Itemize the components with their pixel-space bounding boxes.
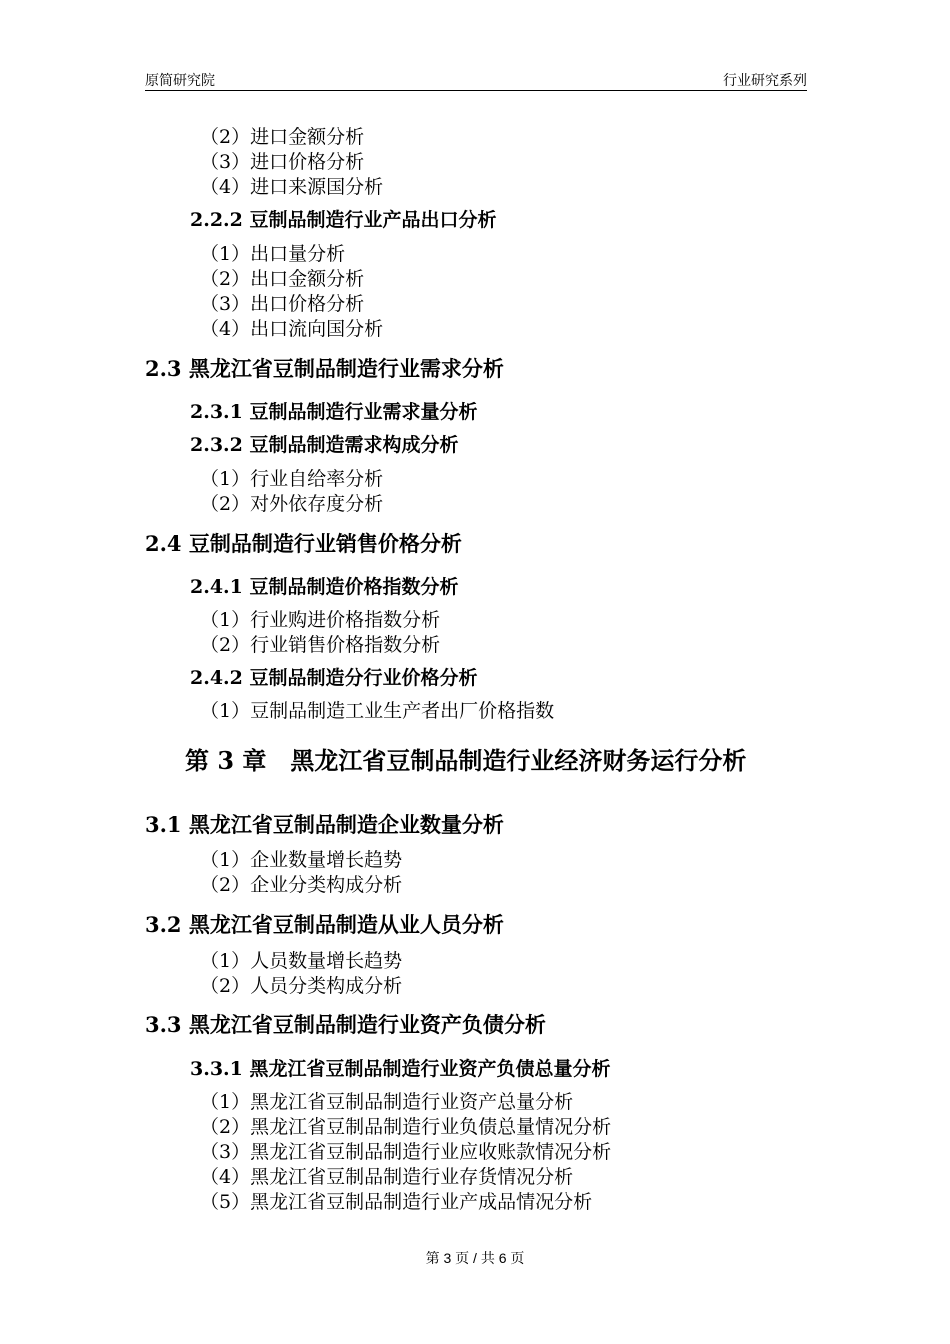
toc-item: （2）企业分类构成分析 bbox=[200, 874, 403, 896]
toc-item: （3）进口价格分析 bbox=[200, 151, 365, 173]
toc-section-heading: 2.3 黑龙江省豆制品制造行业需求分析 bbox=[145, 356, 504, 381]
toc-subsection-heading: 3.3.1 黑龙江省豆制品制造行业资产负债总量分析 bbox=[190, 1058, 611, 1080]
toc-item: （2）进口金额分析 bbox=[200, 126, 365, 148]
toc-item: （5）黑龙江省豆制品制造行业产成品情况分析 bbox=[200, 1191, 593, 1213]
toc-section-heading: 3.1 黑龙江省豆制品制造企业数量分析 bbox=[145, 812, 504, 837]
toc-item: （3）黑龙江省豆制品制造行业应收账款情况分析 bbox=[200, 1141, 612, 1163]
toc-subsection-heading: 2.3.2 豆制品制造需求构成分析 bbox=[190, 434, 459, 456]
toc-item: （2）出口金额分析 bbox=[200, 268, 365, 290]
toc-item: （3）出口价格分析 bbox=[200, 293, 365, 315]
toc-item: （1）黑龙江省豆制品制造行业资产总量分析 bbox=[200, 1091, 574, 1113]
toc-item: （4）黑龙江省豆制品制造行业存货情况分析 bbox=[200, 1166, 574, 1188]
page-header bbox=[145, 70, 807, 91]
toc-item: （2）黑龙江省豆制品制造行业负债总量情况分析 bbox=[200, 1116, 612, 1138]
toc-item: （1）人员数量增长趋势 bbox=[200, 950, 403, 972]
toc-section-heading: 3.3 黑龙江省豆制品制造行业资产负债分析 bbox=[145, 1012, 546, 1037]
toc-subsection-heading: 2.4.2 豆制品制造分行业价格分析 bbox=[190, 667, 478, 689]
toc-item: （4）进口来源国分析 bbox=[200, 176, 384, 198]
toc-item: （1）企业数量增长趋势 bbox=[200, 849, 403, 871]
toc-chapter-heading: 第 3 章 黑龙江省豆制品制造行业经济财务运行分析 bbox=[185, 746, 747, 775]
toc-section-heading: 3.2 黑龙江省豆制品制造从业人员分析 bbox=[145, 912, 504, 937]
toc-item: （1）行业自给率分析 bbox=[200, 468, 384, 490]
toc-item: （1）出口量分析 bbox=[200, 243, 346, 265]
toc-subsection-heading: 2.4.1 豆制品制造价格指数分析 bbox=[190, 576, 459, 598]
toc-item: （2）人员分类构成分析 bbox=[200, 975, 403, 997]
toc-section-heading: 2.4 豆制品制造行业销售价格分析 bbox=[145, 531, 462, 556]
page-number: 第 3 页 / 共 6 页 bbox=[425, 1250, 525, 1266]
toc-item: （1）豆制品制造工业生产者出厂价格指数 bbox=[200, 700, 555, 722]
toc-item: （2）行业销售价格指数分析 bbox=[200, 634, 441, 656]
toc-item: （1）行业购进价格指数分析 bbox=[200, 609, 441, 631]
toc-subsection-heading: 2.2.2 豆制品制造行业产品出口分析 bbox=[190, 209, 497, 231]
header-right-text: 行业研究系列 bbox=[723, 72, 807, 88]
page-footer bbox=[0, 1248, 950, 1268]
toc-item: （2）对外依存度分析 bbox=[200, 493, 384, 515]
toc-subsection-heading: 2.3.1 豆制品制造行业需求量分析 bbox=[190, 401, 478, 423]
header-left-text: 原简研究院 bbox=[145, 72, 215, 88]
toc-item: （4）出口流向国分析 bbox=[200, 318, 384, 340]
